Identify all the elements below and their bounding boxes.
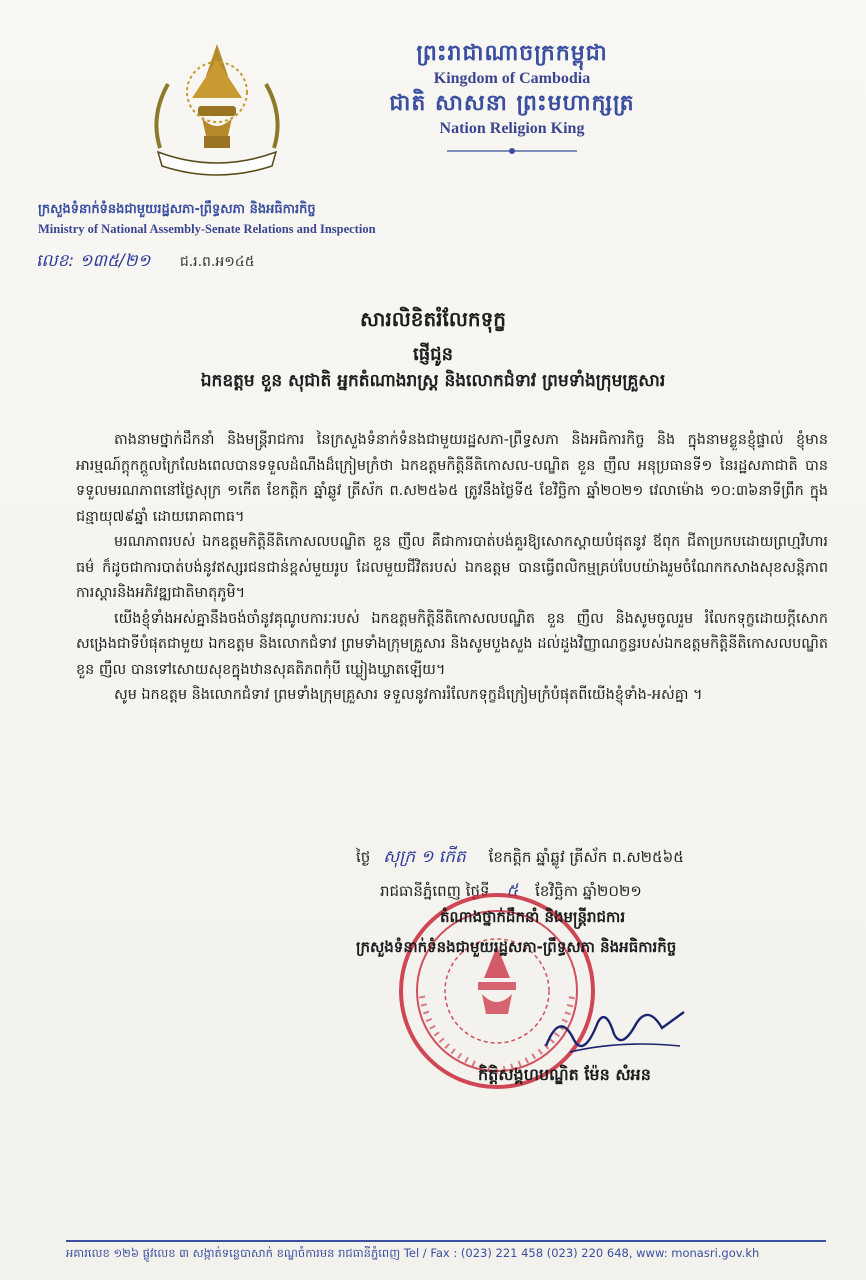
ministry-name-en: Ministry of National Assembly-Senate Relations and Inspection: [38, 222, 376, 236]
ministry-name-kh: ក្រសួងទំនាក់ទំនងជាមួយរដ្ឋសភា-ព្រឹទ្ធសភា និងអធិការកិច្ច: [38, 202, 316, 217]
lunar-date-suffix: ខែកត្តិក ឆ្នាំឆ្លូវ ត្រីស័ក ព.ស២៥៦៥: [488, 848, 684, 866]
footer-divider: [66, 1240, 826, 1242]
day-handwritten: ៥: [506, 881, 519, 901]
ornament-divider: [447, 146, 577, 156]
body-paragraph: តាងនាមថ្នាក់ដឹកនាំ និងមន្ត្រីរាជការ នៃក្រសួងទំនាក់ទំនងជាមួយរដ្ឋសភា-ព្រឹទ្ធសភា និងអធិការកិច្ច និង ក្នុងនាមខ្លួនខ្ញុំផ្ទាល់ ខ្ញុំមានអារម្មណ៍ក្តុកក្តួលក្រៃលែងពេលបានទទួលដំណឹងដ៏ក្រៀមក្រំថា ឯកឧត្តមកិត្តិនីតិកោសល-បណ្ឌិត ខួន ញឹល អនុប្រធានទី១ នៃរដ្ឋសភាជាតិ បានទទួលមរណភាពនៅថ្ងៃសុក្រ ១កើត ខែកត្តិក ឆ្នាំឆ្លូវ ត្រីស័ក ព.ស២៥៦៥ ត្រូវនឹងថ្ងៃទី៥ ខែវិច្ឆិកា ឆ្នាំ២០២១ វេលាម៉ោង ១០:៣៦នាទីព្រឹក ក្នុងជន្មាយុ៧៩ឆ្នាំ ដោយរោគាពាធ។: [76, 432, 828, 525]
letter-body: [76, 428, 828, 709]
place-date-prefix: រាជធានីភ្នំពេញ ថ្ងៃទី: [380, 882, 490, 900]
recipient-line: ឯកឧត្តម ខួន សុជាតិ អ្នកតំណាងរាស្ត្រ និងលោកជំទាវ ព្រមទាំងក្រុមគ្រួសារ: [200, 371, 666, 391]
lunar-date-handwritten: សុក្រ ១ កើត: [383, 847, 466, 867]
reference-number-value: លេខ: ១៣៥/២១: [36, 251, 151, 271]
place-date-suffix: ខែវិច្ឆិកា ឆ្នាំ២០២១: [535, 882, 642, 900]
kingdom-name-kh: ព្រះរាជាណាចក្រកម្ពុជា: [416, 41, 608, 66]
handwritten-signature: [540, 1000, 690, 1060]
body-paragraph: យើងខ្ញុំទាំងអស់គ្នានឹងចង់ចាំនូវគុណូបការៈរបស់ ឯកឧត្តមកិត្តិនីតិកោសលបណ្ឌិត ខួន ញឹល និងសូមចូលរួម រំលែកទុក្ខដោយក្តីសោកសង្រេងជាទីបំផុតជាមួយ ឯកឧត្តម និងលោកជំទាវ ព្រមទាំងក្រុមគ្រួសារ និងសូមបួងសួង ដល់ដួងវិញ្ញាណក្ខន្ធរបស់ឯកឧត្តមកិត្តិនីតិកោសលបណ្ឌិត ខួន ញឹល បានទៅសោយសុខក្នុងឋានសុគតិភពកុំបី ឃ្លៀងឃ្លាតឡើយ។: [76, 610, 828, 678]
footer-address: អគារលេខ ១២៦ ផ្លូវលេខ ៣ សង្កាត់ទន្លេបាសាក់ ខណ្ឌចំការមន រាជធានីភ្នំពេញ Tel / Fax : (023) 221 458 (023) 220 648, www: monasri.gov.kh: [66, 1246, 760, 1260]
sent-to-label: ផ្ញើជូន: [413, 344, 453, 365]
lunar-date-prefix: ថ្ងៃ: [356, 848, 371, 866]
lunar-date-line: [356, 846, 826, 871]
motto-kh: ជាតិ សាសនា ព្រះមហាក្សត្រ: [389, 91, 635, 116]
kingdom-name-en: Kingdom of Cambodia: [433, 70, 591, 87]
signatory-org-line2: ក្រសួងទំនាក់ទំនងជាមួយរដ្ឋសភា-ព្រឹទ្ធសភា និងអធិការកិច្ច: [356, 938, 677, 956]
kingdom-header: [372, 40, 652, 160]
royal-emblem-icon: [132, 36, 302, 186]
signatory-org-line1: តំណាងថ្នាក់ដឹកនាំ និងមន្ត្រីរាជការ: [440, 908, 626, 926]
ministry-header: [38, 200, 438, 238]
document-title: សារលិខិតរំលែកទុក្ខ: [360, 307, 506, 331]
reference-code: ជ.រ.ព.អ១៤៥: [179, 254, 255, 270]
motto-en: Nation Religion King: [439, 120, 585, 137]
reference-number: [36, 250, 255, 275]
signer-name: កិត្តិសង្គហបណ្ឌិត ម៉ែន សំអន: [478, 1065, 651, 1084]
body-paragraph: សូម ឯកឧត្តម និងលោកជំទាវ ព្រមទាំងក្រុមគ្រួសារ ទទួលនូវការរំលែកទុក្ខដ៏ក្រៀមក្រំបំផុតពីយើងខ្ញុំទាំង-អស់គ្នា ។: [114, 687, 703, 703]
body-paragraph: មរណភាពរបស់ ឯកឧត្តមកិត្តិនីតិកោសលបណ្ឌិត ខួន ញឹល គឺជាការបាត់បង់គួរឱ្យសោកស្តាយបំផុតនូវ ឪពុក ជីតាប្រកបដោយព្រហ្មវិហារធម៌ ក៏ដូចជាការបាត់បង់នូវឥស្សរជនជាន់ខ្ពស់មួយរូប ដែលមួយជីវិតរបស់ ឯកឧត្តម បានធ្វើពលិកម្មគ្រប់បែបយ៉ាងរួមចំណែកកសាងសុខសន្តិភាព ការស្តារនិងអភិវឌ្ឍជាតិមាតុភូមិ។: [76, 534, 828, 601]
